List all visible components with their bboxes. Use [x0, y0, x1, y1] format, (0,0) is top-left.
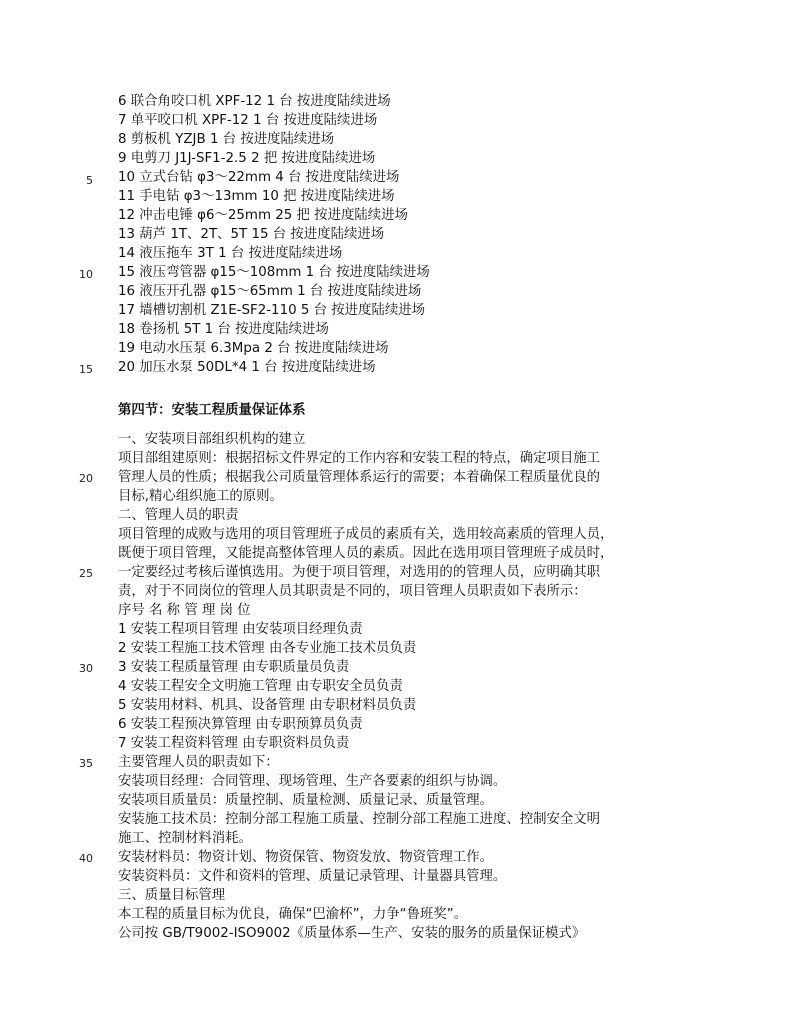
text-line: 安装材料员：物资计划、物资保管、物资发放、物资管理工作。 [118, 850, 493, 865]
line-number: 10 [79, 268, 93, 281]
text-line: 目标,精心组织施工的原则。 [118, 489, 283, 504]
text-line: 管理人员的性质；根据我公司质量管理体系运行的需要；本着确保工程质量优良的 [118, 470, 601, 485]
line-number: 40 [79, 852, 93, 865]
text-line: 8 剪板机 YZJB 1 台 按进度陆续进场 [118, 132, 335, 147]
line-number: 30 [79, 662, 93, 675]
text-line: 安装资料员：文件和资料的管理、质量记录管理、计量器具管理。 [118, 869, 507, 884]
text-line: 14 液压拖车 3T 1 台 按进度陆续进场 [118, 246, 343, 261]
text-line: 7 安装工程资料管理 由专职资料员负责 [118, 736, 350, 751]
text-line: 二、管理人员的职责 [118, 508, 239, 523]
text-line: 一定要经过考核后谨慎选用。为便于项目管理，对选用的的管理人员，应明确其职 [118, 565, 601, 580]
text-line: 9 电剪刀 J1J-SF1-2.5 2 把 按进度陆续进场 [118, 151, 376, 166]
text-line: 7 单平咬口机 XPF-12 1 台 按进度陆续进场 [118, 113, 378, 128]
text-line: 本工程的质量目标为优良，确保“巴渝杯”，力争“鲁班奖”。 [118, 907, 468, 922]
line-number: 15 [79, 363, 93, 376]
text-line: 20 加压水泵 50DL*4 1 台 按进度陆续进场 [118, 360, 376, 375]
text-line: 16 液压开孔器 φ15～65mm 1 台 按进度陆续进场 [118, 284, 422, 299]
text-line: 10 立式台钻 φ3～22mm 4 台 按进度陆续进场 [118, 170, 400, 185]
text-line: 施工、控制材料消耗。 [118, 831, 252, 846]
text-line: 一、安装项目部组织机构的建立 [118, 432, 306, 447]
line-number: 5 [86, 174, 93, 187]
text-line: 项目部组建原则：根据招标文件界定的工作内容和安装工程的特点，确定项目施工 [118, 451, 601, 466]
line-number: 20 [79, 472, 93, 485]
text-line: 序号 名 称 管 理 岗 位 [118, 603, 251, 618]
text-line: 既便于项目管理，又能提高整体管理人员的素质。因此在选用项目管理班子成员时， [118, 546, 614, 561]
text-line: 2 安装工程施工技术管理 由各专业施工技术员负责 [118, 641, 417, 656]
text-line: 项目管理的成败与选用的项目管理班子成员的素质有关，选用较高素质的管理人员， [118, 527, 614, 542]
text-line: 三、质量目标管理 [118, 888, 226, 903]
text-line: 主要管理人员的职责如下： [118, 755, 279, 770]
line-number: 25 [79, 567, 93, 580]
text-line: 17 墙槽切割机 Z1E-SF2-110 5 台 按进度陆续进场 [118, 303, 426, 318]
text-line: 安装项目质量员：质量控制、质量检测、质量记录、质量管理。 [118, 793, 493, 808]
text-line: 责，对于不同岗位的管理人员其职责是不同的，项目管理人员职责如下表所示： [118, 584, 587, 599]
text-line: 5 安装用材料、机具、设备管理 由专职材料员负责 [118, 698, 417, 713]
text-line: 安装项目经理：合同管理、现场管理、生产各要素的组织与协调。 [118, 774, 507, 789]
line-number: 35 [79, 757, 93, 770]
text-line: 6 安装工程预决算管理 由专职预算员负责 [118, 717, 363, 732]
section-heading: 第四节：安装工程质量保证体系 [118, 403, 306, 418]
text-line: 13 葫芦 1T、2T、5T 15 台 按进度陆续进场 [118, 227, 385, 242]
text-line: 11 手电钻 φ3～13mm 10 把 按进度陆续进场 [118, 189, 395, 204]
text-line: 19 电动水压泵 6.3Mpa 2 台 按进度陆续进场 [118, 341, 389, 356]
text-line: 4 安装工程安全文明施工管理 由专职安全员负责 [118, 679, 403, 694]
text-line: 3 安装工程质量管理 由专职质量员负责 [118, 660, 350, 675]
text-line: 18 卷扬机 5T 1 台 按进度陆续进场 [118, 322, 329, 337]
text-line: 6 联合角咬口机 XPF-12 1 台 按进度陆续进场 [118, 94, 391, 109]
text-line: 15 液压弯管器 φ15～108mm 1 台 按进度陆续进场 [118, 265, 430, 280]
text-line: 公司按 GB/T9002-ISO9002《质量体系—生产、安装的服务的质量保证模式》 [118, 926, 586, 941]
text-line: 1 安装工程项目管理 由安装项目经理负责 [118, 622, 363, 637]
text-line: 12 冲击电锤 φ6～25mm 25 把 按进度陆续进场 [118, 208, 408, 223]
text-line: 安装施工技术员：控制分部工程施工质量、控制分部工程施工进度、控制安全文明 [118, 812, 601, 827]
